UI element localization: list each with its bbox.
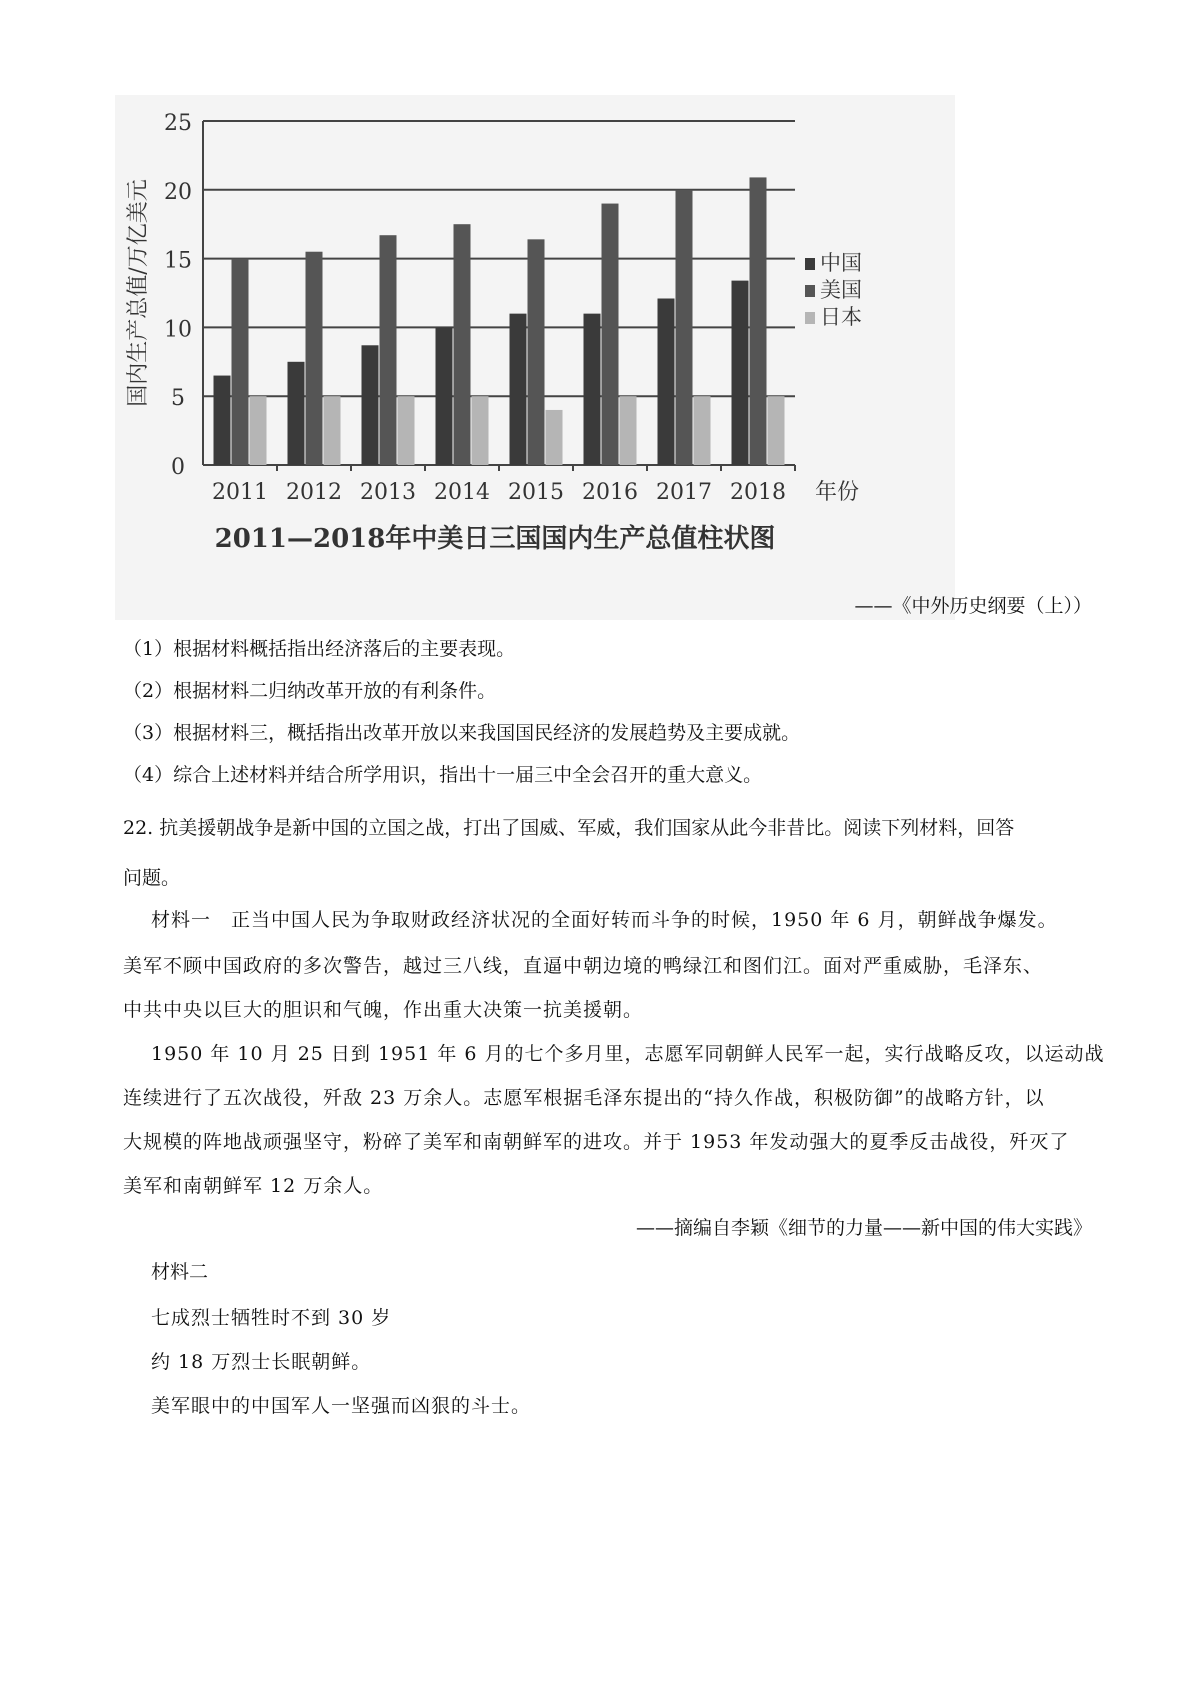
x-tick-label: 2015 xyxy=(508,480,564,505)
bar-中国-2016 xyxy=(584,314,601,465)
bar-日本-2016 xyxy=(620,396,637,465)
legend-label-中国: 中国 xyxy=(820,251,862,275)
bar-中国-2018 xyxy=(732,281,749,465)
material-1-para-2-line-2: 连续进行了五次战役，歼敌 23 万余人。志愿军根据毛泽东提出的“持久作战，积极防御”的战略方针，以 xyxy=(123,1087,1045,1109)
bar-日本-2017 xyxy=(694,396,711,465)
bar-中国-2014 xyxy=(436,327,453,465)
material-1-line-3: 中共中央以巨大的胆识和气魄，作出重大决策一抗美援朝。 xyxy=(123,999,644,1021)
question-1: （1）根据材料概括指出经济落后的主要表现。 xyxy=(123,638,516,660)
bar-日本-2014 xyxy=(472,396,489,465)
y-tick-label: 5 xyxy=(171,386,185,412)
material-1-para-2-line-1: 1950 年 10 月 25 日到 1951 年 6 月的七个多月里，志愿军同朝鲜人民军一起，实行战略反攻，以运动战 xyxy=(151,1043,1105,1065)
question-3: （3）根据材料三，概括指出改革开放以来我国国民经济的发展趋势及主要成就。 xyxy=(123,722,801,744)
x-tick-label: 2011 xyxy=(212,480,268,505)
bar-日本-2011 xyxy=(250,396,267,465)
question-4: （4）综合上述材料并结合所学用识，指出十一届三中全会召开的重大意义。 xyxy=(123,764,763,786)
bar-中国-2012 xyxy=(288,362,305,465)
material-2-line-1: 七成烈士牺牲时不到 30 岁 xyxy=(151,1307,392,1329)
material-1-line-2: 美军不顾中国政府的多次警告，越过三八线，直逼中朝边境的鸭绿江和图们江。面对严重威胁，毛泽东、 xyxy=(123,955,1044,977)
x-tick-label: 2013 xyxy=(360,480,416,505)
y-tick-label: 15 xyxy=(164,248,192,274)
x-tick-label: 2014 xyxy=(434,480,490,505)
bar-中国-2011 xyxy=(214,376,231,465)
x-tick-label: 2018 xyxy=(730,480,786,505)
question-22-line-1: 22. 抗美援朝战争是新中国的立国之战，打出了国威、军威，我们国家从此今非昔比。阅读下列材料，回答 xyxy=(123,817,1015,839)
bar-美国-2013 xyxy=(380,235,397,465)
x-tick-label: 2012 xyxy=(286,480,342,505)
material-2-line-2: 约 18 万烈士长眠朝鲜。 xyxy=(151,1351,372,1373)
legend-label-日本: 日本 xyxy=(820,305,862,329)
legend-label-美国: 美国 xyxy=(820,278,862,302)
bar-美国-2014 xyxy=(454,224,471,465)
bar-日本-2015 xyxy=(546,410,563,465)
bar-美国-2012 xyxy=(306,252,323,465)
bar-美国-2017 xyxy=(676,190,693,465)
material-1-line-1: 材料一 正当中国人民为争取财政经济状况的全面好转而斗争的时候，1950 年 6 月，朝鲜战争爆发。 xyxy=(151,909,1058,931)
y-tick-label: 25 xyxy=(164,111,192,136)
bar-日本-2012 xyxy=(324,396,341,465)
legend-swatch-中国 xyxy=(805,258,815,270)
x-tick-label: 2017 xyxy=(656,480,712,505)
bar-日本-2018 xyxy=(768,396,785,465)
y-tick-label: 20 xyxy=(164,179,192,205)
bar-日本-2013 xyxy=(398,396,415,465)
x-tick-label: 2016 xyxy=(582,480,638,505)
bar-美国-2011 xyxy=(232,259,249,465)
chart-svg xyxy=(115,95,955,620)
material-1-source: ——摘编自李颖《细节的力量——新中国的伟大实践》 xyxy=(635,1217,1092,1239)
bar-美国-2016 xyxy=(602,204,619,465)
legend-swatch-美国 xyxy=(805,285,815,297)
y-axis-label: 国内生产总值/万亿美元 xyxy=(126,179,151,407)
chart-source: ——《中外历史纲要（上）） xyxy=(854,595,1092,617)
bar-中国-2015 xyxy=(510,314,527,465)
material-1-para-2-line-4: 美军和南朝鲜军 12 万余人。 xyxy=(123,1175,384,1197)
material-2-line-3: 美军眼中的中国军人一坚强而凶狠的斗士。 xyxy=(151,1395,532,1417)
gdp-bar-chart xyxy=(115,95,955,620)
material-1-para-2-line-3: 大规模的阵地战顽强坚守，粉碎了美军和南朝鲜军的进攻。并于 1953 年发动强大的夏季反击战役，歼灭了 xyxy=(123,1131,1070,1153)
bar-美国-2015 xyxy=(528,239,545,465)
bar-中国-2013 xyxy=(362,345,379,465)
chart-title: 2011—2018年中美日三国国内生产总值柱状图 xyxy=(214,524,776,554)
bar-中国-2017 xyxy=(658,299,675,465)
bar-美国-2018 xyxy=(750,177,767,465)
question-2: （2）根据材料二归纳改革开放的有利条件。 xyxy=(123,680,497,702)
y-tick-label: 0 xyxy=(171,455,185,480)
material-2-label: 材料二 xyxy=(151,1261,209,1283)
question-22-line-2: 问题。 xyxy=(123,867,181,889)
y-tick-label: 10 xyxy=(164,317,192,343)
legend-swatch-日本 xyxy=(805,312,815,324)
x-axis-label: 年份 xyxy=(815,480,860,505)
